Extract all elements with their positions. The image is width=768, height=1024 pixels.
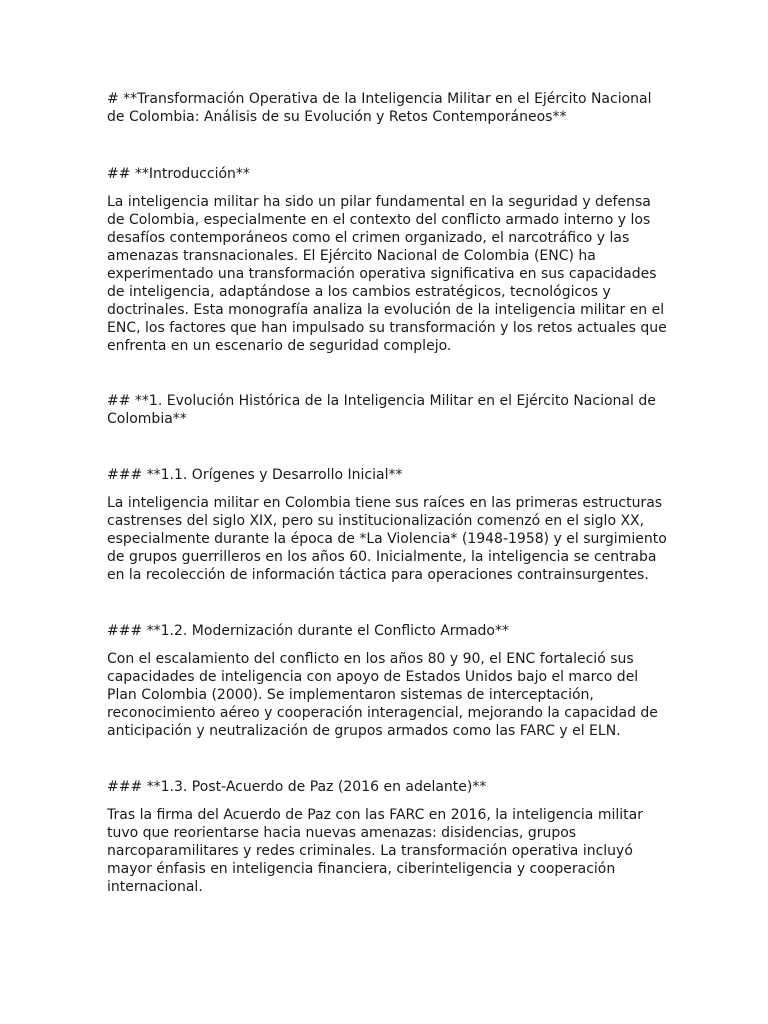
title-line-1: # **Transformación Operativa de la Inteligencia Militar en el Ejército Nacional (107, 91, 652, 107)
subsection-1-2-heading: ### **1.2. Modernización durante el Conflicto Armado** (107, 623, 509, 639)
subsection-1-3-paragraph (107, 806, 643, 896)
sub13-line-2: tuvo que reorientarse hacia nuevas amenazas: disidencias, grupos (107, 825, 577, 841)
sub11-line-4: de grupos guerrilleros en los años 60. Inicialmente, la inteligencia se centraba (107, 549, 657, 565)
intro-line-6: de inteligencia, adaptándose a los cambios estratégicos, tecnológicos y (107, 284, 611, 300)
section1-heading (107, 392, 656, 428)
sub12-line-1: Con el escalamiento del conflicto en los años 80 y 90, el ENC fortaleció sus (107, 651, 634, 667)
intro-line-4: amenazas transnacionales. El Ejército Nacional de Colombia (ENC) ha (107, 248, 596, 264)
intro-heading: ## **Introducción** (107, 166, 250, 182)
intro-line-9: enfrenta en un escenario de seguridad complejo. (107, 338, 452, 354)
intro-line-5: experimentado una transformación operativa significativa en sus capacidades (107, 266, 657, 282)
subsection-1-3-heading: ### **1.3. Post-Acuerdo de Paz (2016 en adelante)** (107, 779, 487, 795)
intro-line-3: desafíos contemporáneos como el crimen organizado, el narcotráfico y las (107, 230, 630, 246)
sub13-line-1: Tras la firma del Acuerdo de Paz con las FARC en 2016, la inteligencia militar (107, 807, 643, 823)
sub11-line-2: castrenses del siglo XIX, pero su institucionalización comenzó en el siglo XX, (107, 513, 645, 529)
sub11-line-3: especialmente durante la época de *La Violencia* (1948-1958) y el surgimiento (107, 531, 667, 547)
section1-heading-line-2: Colombia** (107, 411, 187, 427)
title-line-2: de Colombia: Análisis de su Evolución y Retos Contemporáneos** (107, 109, 567, 125)
sub12-line-2: capacidades de inteligencia con apoyo de Estados Unidos bajo el marco del (107, 669, 639, 685)
intro-paragraph (107, 193, 667, 355)
subsection-1-2-paragraph (107, 650, 658, 740)
document-title (107, 90, 652, 126)
section1-heading-line-1: ## **1. Evolución Histórica de la Inteligencia Militar en el Ejército Nacional de (107, 393, 656, 409)
sub13-line-3: narcoparamilitares y redes criminales. La transformación operativa incluyó (107, 843, 633, 859)
subsection-1-1-heading: ### **1.1. Orígenes y Desarrollo Inicial** (107, 467, 403, 483)
intro-line-2: de Colombia, especialmente en el contexto del conflicto armado interno y los (107, 212, 651, 228)
sub12-line-3: Plan Colombia (2000). Se implementaron sistemas de interceptación, (107, 687, 594, 703)
intro-line-1: La inteligencia militar ha sido un pilar fundamental en la seguridad y defensa (107, 194, 651, 210)
intro-line-8: ENC, los factores que han impulsado su transformación y los retos actuales que (107, 320, 667, 336)
sub11-line-5: en la recolección de información táctica para operaciones contrainsurgentes. (107, 567, 649, 583)
sub12-line-4: reconocimiento aéreo y cooperación interagencial, mejorando la capacidad de (107, 705, 658, 721)
sub13-line-5: internacional. (107, 879, 203, 895)
sub13-line-4: mayor énfasis en inteligencia financiera, ciberinteligencia y cooperación (107, 861, 616, 877)
sub11-line-1: La inteligencia militar en Colombia tiene sus raíces en las primeras estructuras (107, 495, 663, 511)
sub12-line-5: anticipación y neutralización de grupos armados como las FARC y el ELN. (107, 723, 621, 739)
subsection-1-1-paragraph (107, 494, 667, 584)
intro-line-7: doctrinales. Esta monografía analiza la evolución de la inteligencia militar en el (107, 302, 665, 318)
